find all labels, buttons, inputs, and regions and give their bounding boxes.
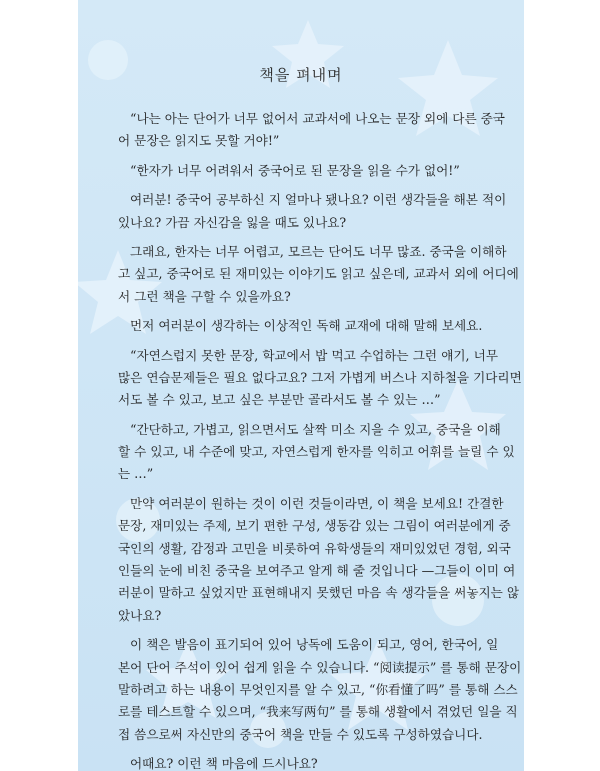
text-line: 았나요? [118,607,162,623]
book-page-panel [78,0,524,771]
paragraph [118,160,498,182]
text-line: 많은 연습문제들은 필요 없다고요? 그저 가볍게 버스나 지하철을 기다리면 [118,369,522,385]
text-line: 로를 테스트할 수 있으며, “我来写两句” 를 통해 생활에서 겪었던 일을 직 [118,704,518,720]
text-line: “자연스럽지 못한 문장, 학교에서 밥 먹고 수업하는 그런 얘기, 너무 [130,347,498,363]
text-line: 국인의 생활, 감정과 고민을 비롯하여 유학생들의 재미있었던 경험, 외국 [118,540,511,556]
page-content [78,0,524,771]
text-line: 있나요? 가끔 자신감을 잃을 때도 있나요? [118,214,347,230]
text-line: 그래요, 한자는 너무 어렵고, 모르는 단어도 너무 많죠. 중국을 이해하 [130,243,507,259]
paragraph [118,189,507,234]
text-line: 인들의 눈에 비친 중국을 보여주고 알게 해 줄 것입니다 —그들이 이미 여 [118,563,516,579]
paragraph [118,108,505,153]
text-line: 접 씀으로써 자신만의 중국어 책을 만들 수 있도록 구성하였습니다. [118,726,483,742]
text-line: 어 문장은 읽지도 못할 거야!” [118,133,280,149]
text-line: 는 …” [118,466,154,482]
text-line: 서도 볼 수 있고, 보고 싶은 부분만 골라서도 볼 수 있는 …” [118,392,441,408]
text-line: “한자가 너무 어려워서 중국어로 된 문장을 읽을 수가 없어!” [130,162,460,178]
paragraph-spacer [118,746,498,753]
paragraph-spacer [118,486,498,493]
paragraph [118,241,519,308]
text-line: 서 그런 책을 구할 수 있을까요? [118,288,291,304]
paragraph-spacer [118,338,498,345]
text-line: 러분이 말하고 싶었지만 표현해내지 못했던 마음 속 생각들을 써놓지는 않 [118,585,519,601]
text-line: “간단하고, 가볍고, 읽으면서도 살짝 미소 지을 수 있고, 중국을 이해 [130,421,501,437]
paragraph-spacer [118,412,498,419]
paragraph-spacer [118,234,498,241]
text-line: 여러분! 중국어 공부하신 지 얼마나 됐나요? 이런 생각들을 해본 적이 [130,192,507,208]
text-line: 할 수 있고, 내 수준에 맞고, 자연스럽게 한자를 익히고 어휘를 늘릴 수 있 [118,444,515,460]
page-title: 책을 펴내며 [259,66,343,84]
paragraph [118,634,522,746]
body-text [118,108,522,771]
text-line: “나는 아는 단어가 너무 없어서 교과서에 나오는 문장 외에 다른 중국 [130,111,505,126]
paragraph [118,315,498,337]
text-line: 고 싶고, 중국어로 된 재미있는 이야기도 읽고 싶은데, 교과서 외에 어디에 [118,266,519,282]
text-line: 문장, 재미있는 주제, 보기 편한 구성, 생동감 있는 그림이 여러분에게 중 [118,518,511,534]
paragraph [118,345,522,412]
paragraph [118,493,519,627]
paragraph [118,753,498,771]
paragraph-spacer [118,627,498,634]
text-line: 말하려고 하는 내용이 무엇인지를 알 수 있고, “你看懂了吗” 를 통해 스스 [118,681,518,697]
text-line: 이 책은 발음이 표기되어 있어 낭독에 도움이 되고, 영어, 한국어, 일 [130,637,499,653]
text-line: 먼저 여러분이 생각하는 이상적인 독해 교재에 대해 말해 보세요. [130,318,483,334]
paragraph [118,419,515,486]
text-line: 본어 단어 주석이 있어 쉽게 읽을 수 있습니다. “阅读提示” 를 통해 문장이 [118,659,522,675]
paragraph-spacer [118,308,498,315]
paragraph-spacer [118,182,498,189]
paragraph-spacer [118,153,498,160]
text-line: 만약 여러분이 원하는 것이 이런 것들이라면, 이 책을 보세요! 간결한 [130,495,504,511]
text-line: 어때요? 이런 책 마음에 드시나요? [130,756,318,771]
